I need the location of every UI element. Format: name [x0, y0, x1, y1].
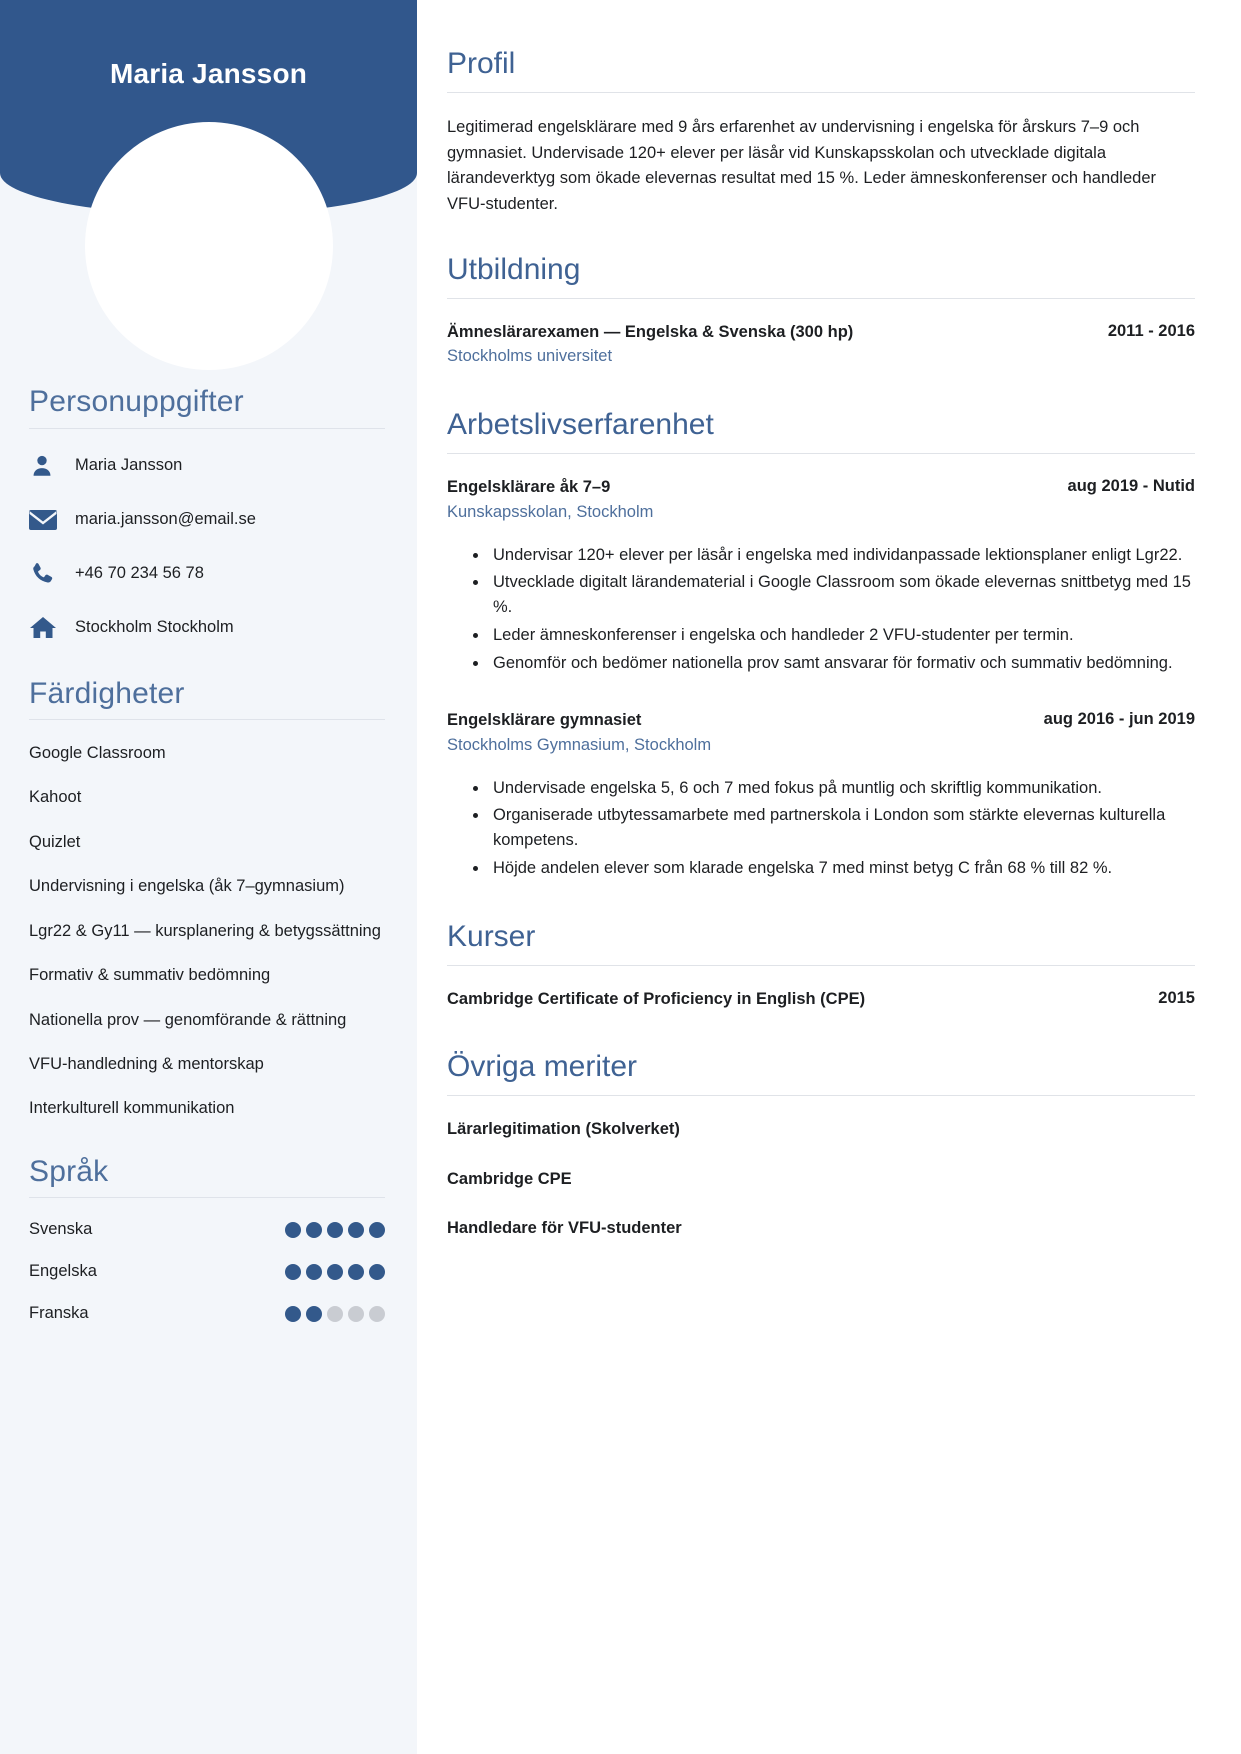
rating-dot-filled [348, 1264, 364, 1280]
phone-icon [29, 559, 63, 589]
contact-value-email: maria.jansson@email.se [75, 509, 256, 528]
experience-bullet: • Undervisar 120+ elever per läsår i engelska med individanpassade lektionsplaner enligt Lgr22. [489, 543, 1195, 568]
rating-dot-empty [348, 1306, 364, 1322]
experience-bullet: • Utvecklade digitalt lärandematerial i Google Classroom som ökade elevernas snittbetyg med 15 %. [489, 570, 1195, 620]
experience-bullet: • Organiserade utbytessamarbete med partnerskola i London som stärkte elevernas kulturella kompetens. [489, 803, 1195, 853]
candidate-name: Maria Jansson [109, 58, 308, 89]
skills-heading: Färdigheter [29, 676, 185, 710]
rating-dot-filled [348, 1222, 364, 1238]
education-heading: Utbildning [447, 252, 581, 286]
experience-heading: Arbetslivserfarenhet [447, 408, 714, 442]
course-entry [447, 988, 1195, 1011]
rating-dot-filled [285, 1306, 301, 1322]
experience-organisation: Kunskapsskolan, Stockholm [447, 502, 654, 521]
rating-dot-filled [306, 1306, 322, 1322]
sidebar-content [0, 385, 417, 1323]
experience-organisation: Stockholms Gymnasium, Stockholm [447, 735, 712, 754]
skill-item: Kahoot [29, 788, 82, 807]
other-merits-heading: Övriga meriter [447, 1050, 638, 1084]
language-level-dots [285, 1306, 385, 1322]
languages-heading: Språk [29, 1154, 109, 1188]
rating-dot-empty [369, 1306, 385, 1322]
merit-item: Lärarlegitimation (Skolverket) [447, 1120, 680, 1139]
skill-item: VFU-handledning & mentorskap [29, 1054, 264, 1073]
education-entry [447, 321, 1195, 369]
skill-item: Interkulturell kommunikation [29, 1099, 235, 1118]
rating-dot-filled [285, 1264, 301, 1280]
experience-title: Engelsklärare gymnasiet [447, 711, 642, 730]
language-level-dots [285, 1222, 385, 1238]
languages-divider [29, 1197, 385, 1198]
language-row [29, 1262, 385, 1281]
merit-item: Cambridge CPE [447, 1169, 572, 1188]
contact-item-address [29, 613, 385, 643]
education-organisation: Stockholms universitet [447, 347, 613, 366]
experience-bullet: • Höjde andelen elever som klarade engelska 7 med minst betyg C från 68 % till 82 %. [489, 856, 1195, 881]
experience-bullet: • Genomför och bedömer nationella prov samt ansvarar för formativ och summativ bedömning. [489, 651, 1195, 676]
experience-divider [447, 453, 1195, 454]
profile-divider [447, 92, 1195, 93]
course-entry-head [447, 988, 1195, 1011]
education-title: Ämneslärarexamen — Engelska & Svenska (300 hp) [447, 322, 854, 341]
other-merits-divider [447, 1095, 1195, 1096]
rating-dot-filled [285, 1222, 301, 1238]
language-name: Engelska [29, 1262, 97, 1281]
skill-item: Quizlet [29, 832, 81, 851]
contact-value-address: Stockholm Stockholm [75, 617, 234, 636]
profile-text: Legitimerad engelsklärare med 9 års erfarenhet av undervisning i engelska för årskurs 7–9 och gymnasiet. Undervisade 120+ elever per läsår vid Kunskapsskolan och utvecklade digitala lärandeverktyg som ökade elevernas resultat med 15 %. Leder ämneskonferenser och handleder VFU-studenter. [447, 118, 1156, 214]
personal-details-divider [29, 428, 385, 429]
language-row [29, 1220, 385, 1239]
rating-dot-filled [327, 1264, 343, 1280]
home-icon [29, 613, 63, 643]
skill-item: Nationella prov — genomförande & rättning [29, 1010, 347, 1029]
personal-details-heading: Personuppgifter [29, 385, 244, 418]
rating-dot-filled [369, 1222, 385, 1238]
course-title: Cambridge Certificate of Proficiency in English (CPE) [447, 989, 866, 1008]
experience-entry-head [447, 476, 1195, 499]
experience-entry [447, 476, 1195, 675]
contact-item-email[interactable] [29, 505, 385, 535]
contact-value-name: Maria Jansson [75, 455, 183, 474]
language-name: Svenska [29, 1220, 93, 1239]
language-name: Franska [29, 1304, 89, 1323]
courses-divider [447, 965, 1195, 966]
profile-heading: Profil [447, 47, 516, 80]
rating-dot-empty [327, 1306, 343, 1322]
courses-heading: Kurser [447, 919, 536, 953]
contact-value-phone: +46 70 234 56 78 [75, 563, 204, 582]
rating-dot-filled [306, 1222, 322, 1238]
experience-bullets [447, 543, 1195, 676]
experience-entry-head [447, 709, 1195, 732]
experience-bullet: • Leder ämneskonferenser i engelska och handleder 2 VFU-studenter per termin. [489, 623, 1195, 648]
skill-item: Lgr22 & Gy11 — kursplanering & betygssättning [29, 921, 381, 940]
user-icon [29, 451, 63, 481]
skill-item: Google Classroom [29, 744, 166, 762]
education-divider [447, 298, 1195, 299]
sidebar [0, 0, 417, 1754]
rating-dot-filled [327, 1222, 343, 1238]
contact-item-phone[interactable] [29, 559, 385, 589]
rating-dot-filled [306, 1264, 322, 1280]
email-icon [29, 505, 63, 535]
experience-bullet: • Undervisade engelska 5, 6 och 7 med fokus på muntlig och skriftlig kommunikation. [489, 776, 1195, 801]
avatar-photo-placeholder [85, 122, 333, 370]
skills-divider [29, 719, 385, 720]
skill-item: Formativ & summativ bedömning [29, 966, 271, 985]
main-content [417, 0, 1241, 1754]
language-level-dots [285, 1264, 385, 1280]
experience-date: aug 2019 - Nutid [1067, 477, 1195, 496]
education-entry-head [447, 321, 1195, 344]
education-date: 2011 - 2016 [1107, 321, 1195, 340]
experience-date: aug 2016 - jun 2019 [1043, 710, 1195, 729]
spacer [447, 679, 1195, 709]
contact-item-name [29, 451, 385, 481]
experience-bullets [447, 776, 1195, 881]
rating-dot-filled [369, 1264, 385, 1280]
experience-title: Engelsklärare åk 7–9 [447, 478, 611, 497]
skill-item: Undervisning i engelska (åk 7–gymnasium) [29, 877, 345, 896]
language-row [29, 1304, 385, 1323]
merit-item: Handledare för VFU-studenter [447, 1218, 682, 1237]
course-date: 2015 [1158, 988, 1195, 1007]
experience-entry [447, 709, 1195, 880]
